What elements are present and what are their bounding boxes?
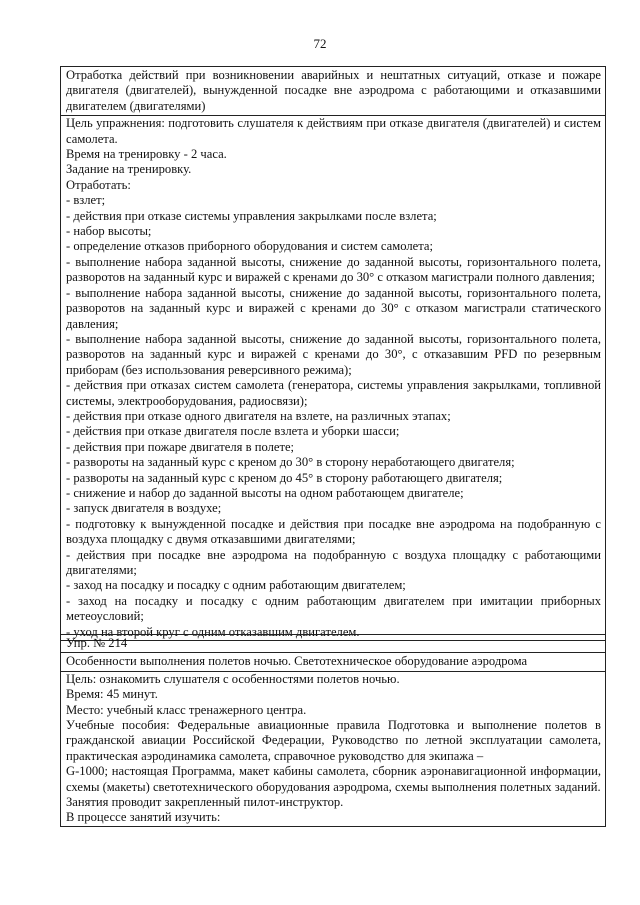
exercise-number: Упр. № 214 [66, 636, 128, 650]
page-number: 72 [313, 36, 327, 51]
exercise-block-214 [60, 634, 606, 827]
text-line: - определение отказов приборного оборудования и систем самолета; [66, 239, 433, 254]
text-line: - действия при отказе одного двигателя на взлете, на различных этапах; [66, 408, 451, 423]
text-line: Цель упражнения: подготовить слушателя к действиям при отказе двигателя (двигателей) и систем самолета. [66, 116, 601, 146]
exercise-block-emergency [60, 66, 606, 641]
text-line: Место: учебный класс тренажерного центра. [66, 702, 307, 717]
block-title: Отработка действий при возникновении аварийных и нештатных ситуаций, отказе и пожаре двигателя (двигателей), вынужденной посадке вне аэродрома с работающими и отказавшими двигателем (двигателями) [66, 68, 601, 113]
text-line: G-1000; настоящая Программа, макет кабины самолета, сборник аэронавигационной информации, схемы (макеты) светотехнического оборудования аэродрома, схемы выполнения полетных заданий. [66, 764, 601, 794]
exercise-body-row [61, 672, 605, 826]
text-line: - взлет; [66, 193, 106, 208]
text-line: Время на тренировку - 2 часа. [66, 147, 227, 162]
text-line: - действия при отказах систем самолета (генератора, системы управления закрылками, топливной системы, электрооборудования, радиосвязи); [66, 378, 601, 408]
text-line: - снижение и набор до заданной высоты на одном работающем двигателе; [66, 485, 464, 500]
text-line: Отработать: [66, 177, 131, 192]
text-line: - заход на посадку и посадку с одним работающим двигателем при имитации приборных метеоусловий; [66, 593, 601, 624]
text-line: - уход на второй круг с одним отказавшим двигателем. [66, 624, 360, 639]
text-line: - развороты на заданный курс с креном до 45° в сторону работающего двигателя; [66, 470, 503, 485]
text-line: Цель: ознакомить слушателя с особенностями полетов ночью. [66, 671, 400, 686]
text-line: Задание на тренировку. [66, 162, 192, 177]
text-line: - выполнение набора заданной высоты, снижение до заданной высоты, горизонтального полета, разворотов на заданный курс и виражей с кренами до 30°, с отказавшим PFD по резервным приборам (без использования реверсивного режима); [66, 331, 601, 377]
text-line: - действия при посадке вне аэродрома на подобранную с воздуха площадку с работающими двигателями; [66, 547, 601, 577]
text-line: - выполнение набора заданной высоты, снижение до заданной высоты, горизонтального полета, разворотов на заданный курс и виражей с кренами до 30° с отказом магистрали полного давления; [66, 254, 601, 285]
block-body [61, 116, 605, 640]
text-line: - действия при пожаре двигателя в полете; [66, 439, 295, 454]
text-line: Время: 45 минут. [66, 687, 158, 702]
text-line: - подготовку к вынужденной посадке и действия при посадке вне аэродрома на подобранную с воздуха площадку с двумя отказавшими двигателями; [66, 516, 601, 547]
text-line: - набор высоты; [66, 224, 152, 239]
text-line: - запуск двигателя в воздухе; [66, 501, 222, 516]
text-line: - действия при отказе системы управления закрылками после взлета; [66, 208, 437, 223]
text-line: Занятия проводит закрепленный пилот-инструктор. [66, 795, 344, 810]
exercise-body [61, 672, 605, 826]
exercise-title-row [61, 653, 605, 671]
exercise-number-row [61, 635, 605, 653]
block-title-row [61, 67, 605, 116]
text-line: - заход на посадку и посадку с одним работающим двигателем; [66, 578, 406, 593]
text-line: - выполнение набора заданной высоты, снижение до заданной высоты, горизонтального полета, разворотов на заданный курс и виражей с кренами до 30° с отказом магистрали статического давления; [66, 285, 601, 331]
text-line: - развороты на заданный курс с креном до 30° в сторону неработающего двигателя; [66, 455, 515, 470]
block-body-row [61, 116, 605, 640]
text-line: В процессе занятий изучить: [66, 810, 221, 825]
text-line: Учебные пособия: Федеральные авиационные правила Подготовка и выполнение полетов в гражданской авиации Российской Федерации, Руководство по летной эксплуатации самолета, практическая аэродинамика самолета, справочное руководство для экипажа – [66, 718, 601, 763]
exercise-title: Особенности выполнения полетов ночью. Светотехническое оборудование аэродрома [66, 654, 528, 669]
text-line: - действия при отказе двигателя после взлета и уборки шасси; [66, 424, 400, 439]
